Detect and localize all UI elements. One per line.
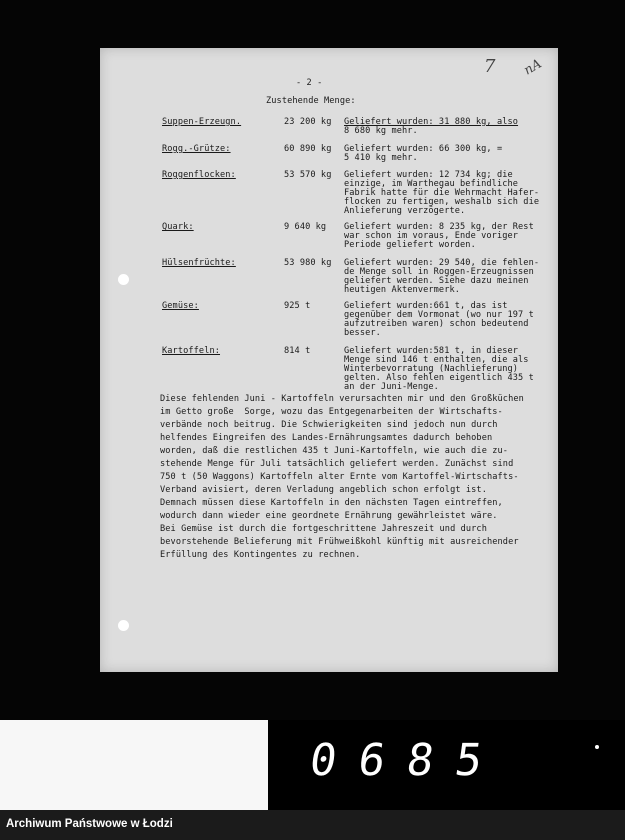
archive-label: Archiwum Państwowe w Łodzi bbox=[6, 818, 173, 830]
subheading: Zustehende Menge: bbox=[266, 96, 356, 106]
item-line: geliefert werden. Siehe dazu meinen bbox=[344, 276, 529, 286]
paragraph-line: verbände noch beitrug. Die Schwierigkeiten sind jedoch nun durch bbox=[160, 420, 498, 430]
item-line: an der Juni-Menge. bbox=[344, 382, 439, 392]
document-page bbox=[100, 48, 558, 672]
item-amount: 23 200 kg bbox=[284, 117, 332, 127]
frame-number: 0685 bbox=[306, 735, 508, 786]
item-line: war schon im voraus, Ende voriger bbox=[344, 231, 519, 241]
item-line: de Menge soll in Roggen-Erzeugnissen bbox=[344, 267, 534, 277]
page-number: - 2 - bbox=[296, 78, 323, 88]
paragraph-line: helfendes Eingreifen des Landes-Ernährungsamtes dadurch behoben bbox=[160, 433, 493, 443]
item-name: Roggenflocken: bbox=[162, 170, 236, 180]
item-line: Anlieferung verzögerte. bbox=[344, 206, 466, 216]
film-dot bbox=[595, 745, 599, 749]
item-line: Periode geliefert worden. bbox=[344, 240, 476, 250]
item-line: Geliefert wurden:581 t, in dieser bbox=[344, 346, 519, 356]
item-name: Suppen-Erzeugn. bbox=[162, 117, 242, 127]
paragraph-line: wodurch dann wieder eine geordnete Ernährung gewährleistet wäre. bbox=[160, 511, 498, 521]
item-line: Geliefert wurden:661 t, das ist bbox=[344, 301, 508, 311]
archive-footer bbox=[0, 810, 625, 840]
item-line: aufzutreiben waren) schon bedeutend bbox=[344, 319, 529, 329]
item-line: gegenüber dem Vormonat (wo nur 197 t bbox=[344, 310, 534, 320]
paragraph-line: worden, daß die restlichen 435 t Juni-Kartoffeln, wie auch die zu- bbox=[160, 446, 509, 456]
paragraph-line: 750 t (50 Waggons) Kartoffeln alter Ernte vom Kartoffel-Wirtschafts- bbox=[160, 472, 519, 482]
item-amount: 60 890 kg bbox=[284, 144, 332, 154]
paragraph-line: Erfüllung des Kontingentes zu rechnen. bbox=[160, 550, 361, 560]
punch-hole bbox=[118, 620, 129, 631]
item-line: Geliefert wurden: 31 880 kg, also bbox=[344, 117, 519, 127]
paragraph-line: Demnach müssen diese Kartoffeln in den nächsten Tagen eintreffen, bbox=[160, 498, 503, 508]
item-line: Geliefert wurden: 29 540, die fehlen- bbox=[344, 258, 540, 268]
item-amount: 9 640 kg bbox=[284, 222, 327, 232]
item-line: Winterbevorratung (Nachlieferung) bbox=[344, 364, 519, 374]
handwritten-mark: nA bbox=[521, 56, 545, 79]
item-name: Kartoffeln: bbox=[162, 346, 221, 356]
item-name: Rogg.-Grütze: bbox=[162, 144, 231, 154]
item-line: gelten. Also fehlen eigentlich 435 t bbox=[344, 373, 534, 383]
handwritten-number: 7 bbox=[484, 56, 496, 77]
item-line: einzige, im Warthegau befindliche bbox=[344, 179, 519, 189]
item-amount: 814 t bbox=[284, 346, 311, 356]
paragraph-line: stehende Menge für Juli tatsächlich geliefert werden. Zunächst sind bbox=[160, 459, 514, 469]
item-line: flocken zu fertigen, weshalb sich die bbox=[344, 197, 540, 207]
item-line: 8 680 kg mehr. bbox=[344, 126, 418, 136]
item-line: 5 410 kg mehr. bbox=[344, 153, 418, 163]
item-line: Menge sind 146 t enthalten, die als bbox=[344, 355, 529, 365]
paragraph-line: Diese fehlenden Juni - Kartoffeln verursachten mir und den Großküchen bbox=[160, 394, 524, 404]
paragraph-line: Verband avisiert, deren Verladung angeblich schon erfolgt ist. bbox=[160, 485, 487, 495]
paragraph-line: bevorstehende Belieferung mit Frühweißkohl künftig mit ausreichender bbox=[160, 537, 519, 547]
item-name: Hülsenfrüchte: bbox=[162, 258, 236, 268]
item-name: Gemüse: bbox=[162, 301, 199, 311]
item-amount: 925 t bbox=[284, 301, 311, 311]
item-line: Geliefert wurden: 8 235 kg, der Rest bbox=[344, 222, 534, 232]
item-line: besser. bbox=[344, 328, 381, 338]
item-amount: 53 980 kg bbox=[284, 258, 332, 268]
item-amount: 53 570 kg bbox=[284, 170, 332, 180]
item-name: Quark: bbox=[162, 222, 194, 232]
item-line: Fabrik hatte für die Wehrmacht Hafer- bbox=[344, 188, 540, 198]
punch-hole bbox=[118, 274, 129, 285]
item-line: Geliefert wurden: 12 734 kg; die bbox=[344, 170, 513, 180]
paragraph-line: im Getto große Sorge, wozu das Entgegenarbeiten der Wirtschafts- bbox=[160, 407, 503, 417]
paragraph-line: Bei Gemüse ist durch die fortgeschrittene Jahreszeit und durch bbox=[160, 524, 487, 534]
item-line: heutigen Aktenvermerk. bbox=[344, 285, 461, 295]
item-line: Geliefert wurden: 66 300 kg, = bbox=[344, 144, 503, 154]
